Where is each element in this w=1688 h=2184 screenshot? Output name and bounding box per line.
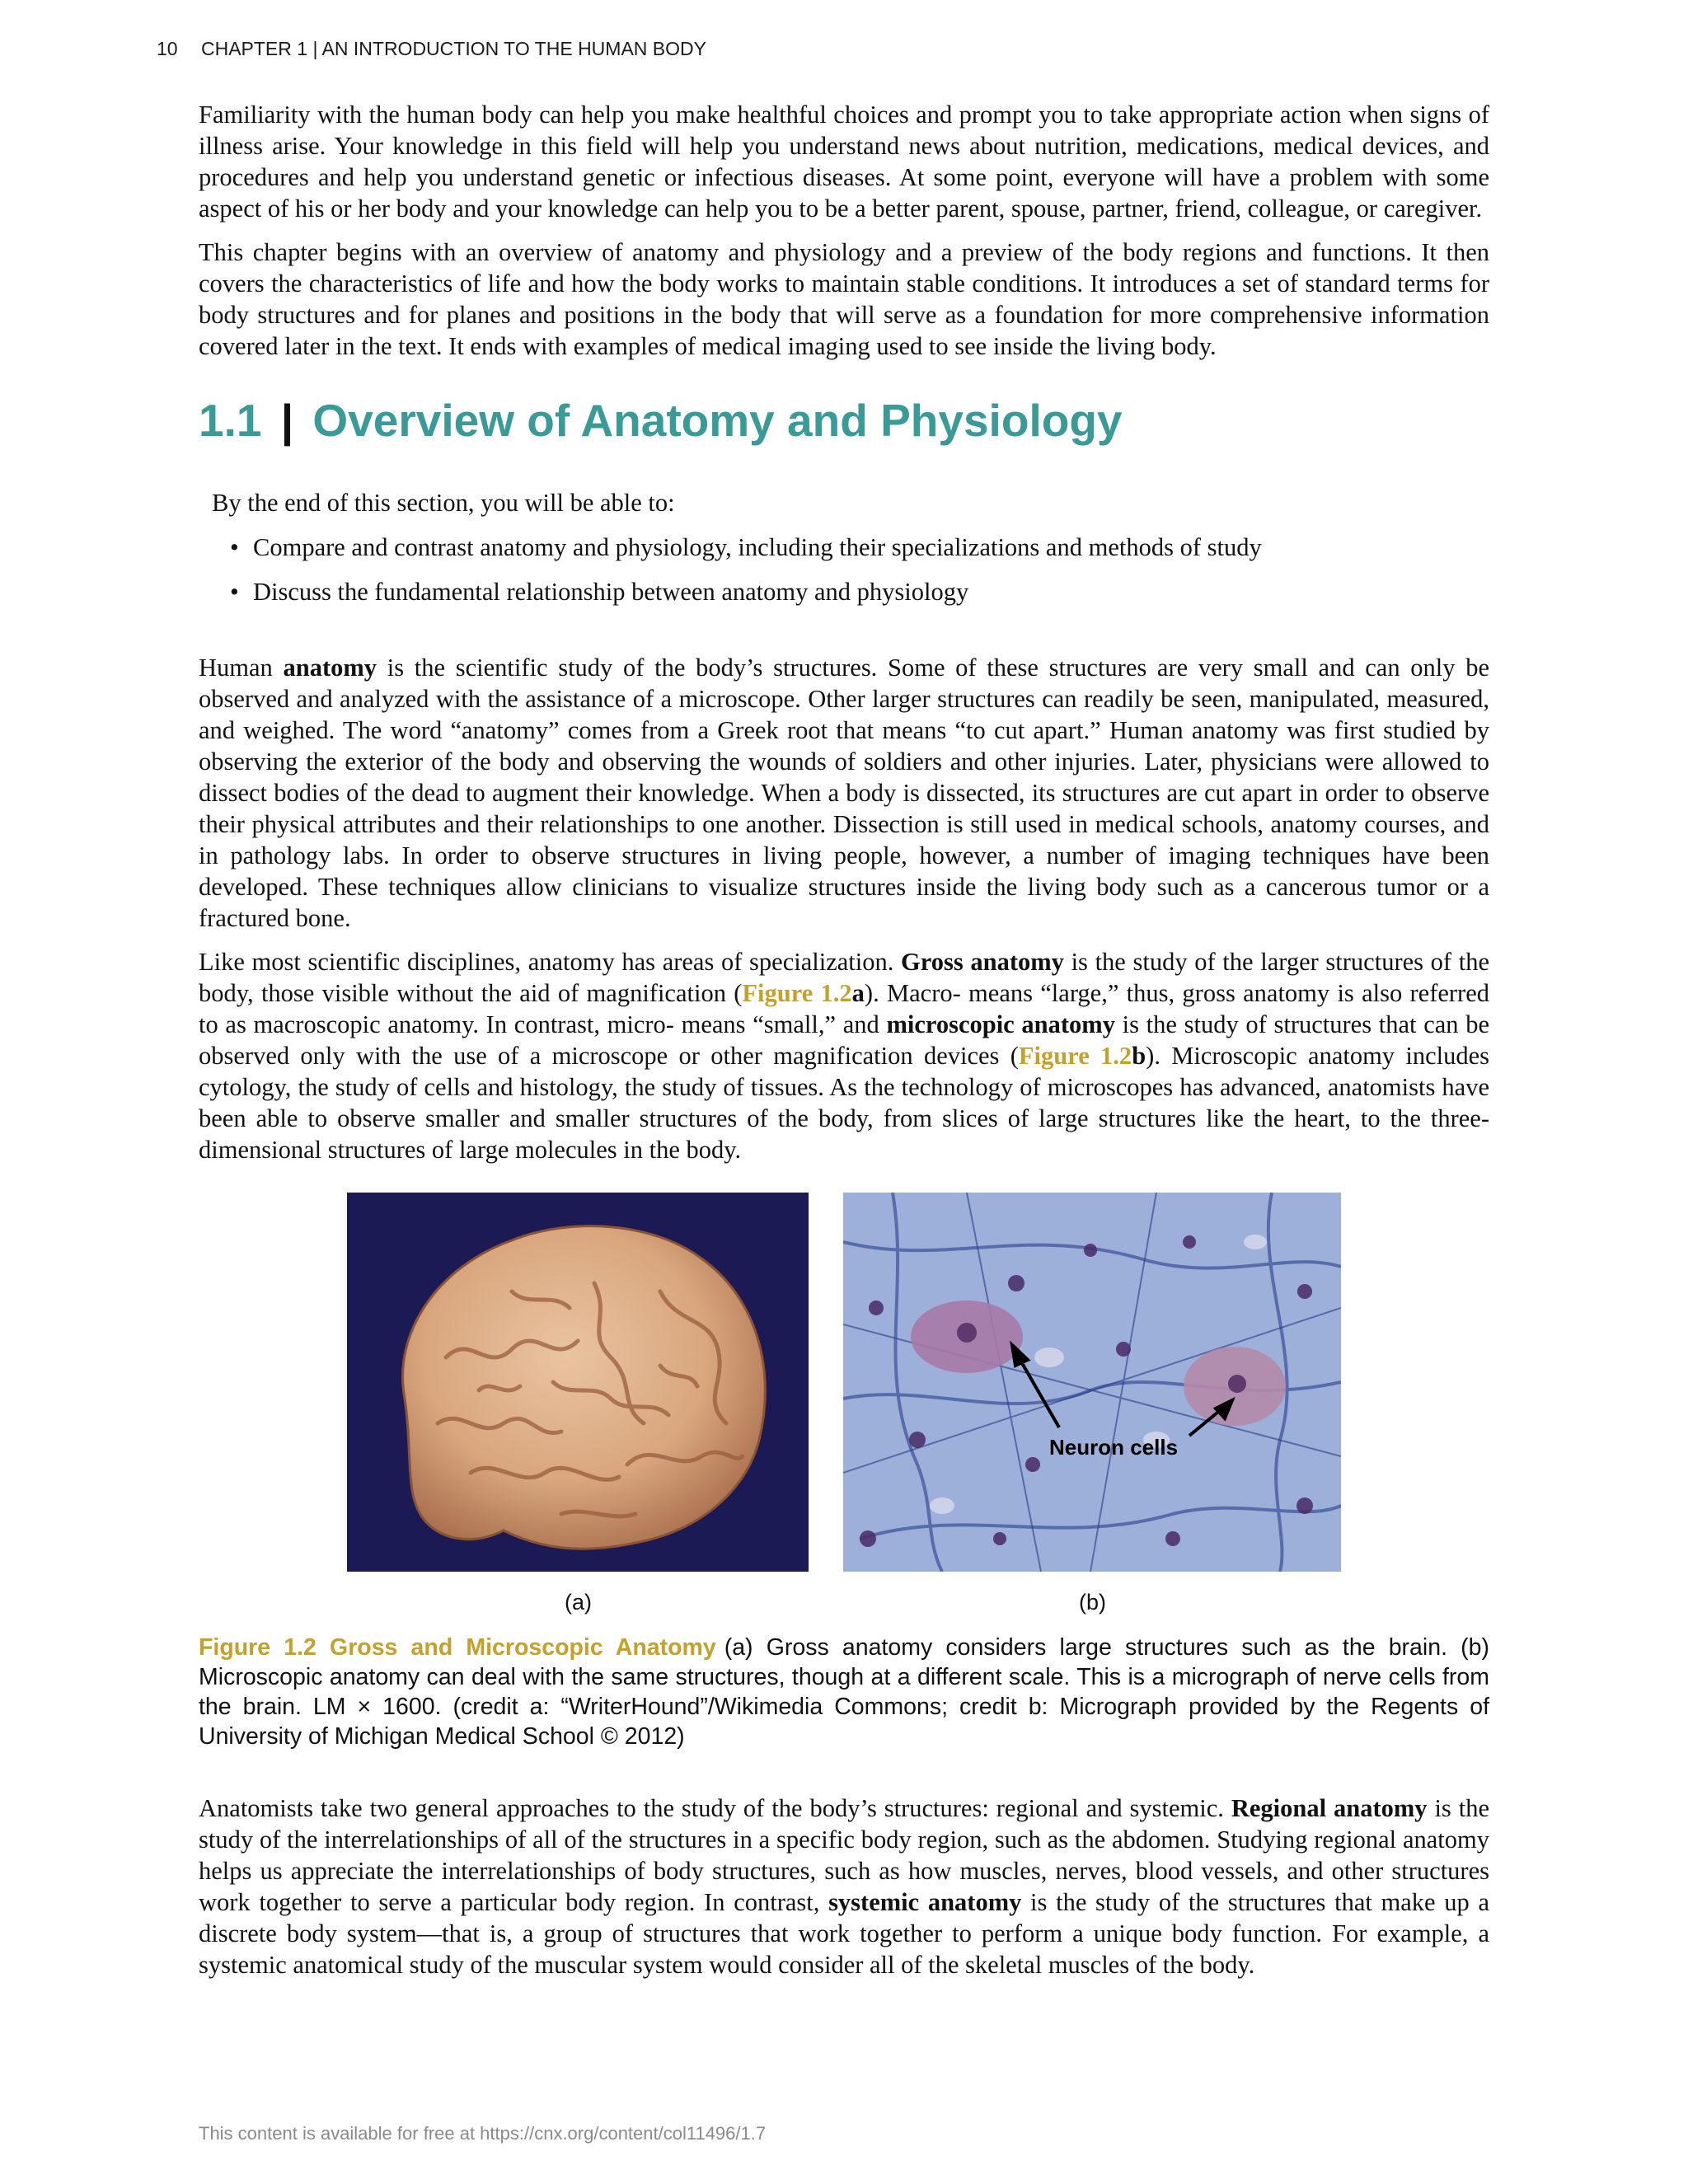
figure-1-2: [199, 1193, 1489, 1615]
figure-link-suffix: a: [851, 979, 865, 1007]
text-run: is the study of the larger structures of the body, those visible without the aid of magnification (: [199, 948, 1489, 1007]
page-content: [199, 99, 1489, 1993]
micrograph-icon: [843, 1193, 1341, 1572]
neuron-cells-label: Neuron cells: [1049, 1435, 1179, 1460]
text-run: is the study of structures that can be observed only with the use of a microscope or other magnification devices (: [199, 1010, 1489, 1070]
running-title: CHAPTER 1 | AN INTRODUCTION TO THE HUMAN BODY: [200, 38, 706, 59]
term-anatomy: anatomy: [283, 654, 377, 682]
learning-objectives: [212, 487, 1489, 607]
section-title: Overview of Anatomy and Physiology: [312, 395, 1123, 446]
objective-item: [212, 532, 1489, 563]
text-run: is the scientific study of the body’s structures. Some of these structures are very small and can only be observed and analyzed with the assistance of a microscope. Other larger structures can readily be seen, manipulated, measured, and weighed. The word “anatomy” comes from a Greek root that means “to cut apart.” Human anatomy was first studied by observing the exterior of the body and observing the wounds of soldiers and other injuries. Later, physicians were allowed to dissect bodies of the dead to augment their knowledge. When a body is dissected, its structures are cut apart in order to observe their physical attributes and their relationships to one another. Dissection is still used in medical schools, anatomy courses, and in pathology labs. In order to observe structures in living people, however, a number of imaging techniques have been developed. These techniques allow clinicians to visualize structures inside the living body such as a cancerous tumor or a fractured bone.: [199, 654, 1489, 932]
objectives-intro: By the end of this section, you will be able to:: [212, 489, 675, 517]
paragraph-gross-anatomy: [199, 946, 1489, 1165]
text-run: ). Microscopic anatomy includes cytology, the study of cells and histology, the study of tissues. As the technology of microscopes has advanced, anatomists have been able to observe smaller and smaller structures of the body, from slices of large structures like the heart, to the three-dimensional structures of large molecules in the body.: [199, 1042, 1490, 1164]
section-number: 1.1: [199, 395, 262, 446]
brain-illustration: [347, 1193, 809, 1572]
figure-link-suffix: b: [1132, 1042, 1146, 1070]
objectives-list: [212, 532, 1489, 607]
paragraph-anatomy: [199, 652, 1489, 934]
running-head: [157, 38, 706, 60]
objective-item: [212, 576, 1489, 607]
figure-link-1-2b[interactable]: Figure 1.2: [1018, 1042, 1132, 1070]
bullet-icon: •: [230, 578, 239, 606]
objective-text: Compare and contrast anatomy and physiology, including their specializations and methods of study: [253, 533, 1262, 561]
micrograph-illustration: [843, 1193, 1341, 1572]
section-heading: [199, 393, 1489, 448]
paragraph-regional-anatomy: [199, 1793, 1489, 1980]
brain-photo-icon: [347, 1193, 809, 1572]
bullet-icon: •: [230, 533, 239, 561]
term-gross-anatomy: Gross anatomy: [901, 948, 1064, 976]
figure-label-b: (b): [1079, 1590, 1106, 1615]
term-regional-anatomy: Regional anatomy: [1231, 1794, 1428, 1822]
section-separator: |: [280, 395, 294, 446]
figure-caption-title: Figure 1.2 Gross and Microscopic Anatomy: [199, 1634, 716, 1661]
figure-link-1-2a[interactable]: Figure 1.2: [742, 979, 852, 1007]
figure-caption: [199, 1633, 1489, 1751]
text-run: is the study of the interrelationships of all of the structures in a specific body region, such as the abdomen. Studying regional anatomy helps us appreciate the interrelationships of body structures, such as how muscles, nerves, blood vessels, and other structures work together to serve a particular body region. In contrast,: [199, 1794, 1489, 1916]
intro-paragraph-2: This chapter begins with an overview of anatomy and physiology and a preview of the body regions and functions. It then covers the characteristics of life and how the body works to maintain stable conditions. It introduces a set of standard terms for body structures and for planes and positions in the body that will serve as a foundation for more comprehensive information covered later in the text. It ends with examples of medical imaging used to see inside the living body.: [199, 238, 1489, 360]
figure-caption-text: (a) Gross anatomy considers large structures such as the brain. (b) Microscopic anatomy can deal with the same structures, though at a different scale. This is a micrograph of nerve cells from the brain. LM × 1600. (credit a: “WriterHound”/Wikimedia Commons; credit b: Micrograph provided by the Regents of University of Michigan Medical School © 2012): [199, 1634, 1489, 1750]
text-run: ). Macro- means “large,” thus, gross anatomy is also referred to as macroscopic anatomy. In contrast, micro- means “small,” and: [199, 979, 1489, 1038]
text-run: Anatomists take two general approaches to the study of the body’s structures: regional and systemic.: [199, 1794, 1231, 1822]
term-systemic-anatomy: systemic anatomy: [828, 1888, 1022, 1916]
intro-paragraph-1: Familiarity with the human body can help you make healthful choices and prompt you to take appropriate action when signs of illness arise. Your knowledge in this field will help you understand news about nutrition, medications, medical devices, and procedures and help you understand genetic or infectious diseases. At some point, everyone will have a problem with some aspect of his or her body and your knowledge can help you to be a better parent, spouse, partner, friend, colleague, or caregiver.: [199, 101, 1489, 223]
figure-label-a: (a): [565, 1590, 592, 1615]
text-run: Like most scientific disciplines, anatomy has areas of specialization.: [199, 948, 902, 976]
text-run: Human: [199, 654, 284, 682]
footer-license: This content is available for free at https://cnx.org/content/col11496/1.7: [199, 2123, 767, 2144]
page-number: 10: [157, 38, 178, 59]
objective-text: Discuss the fundamental relationship between anatomy and physiology: [253, 578, 969, 606]
term-microscopic-anatomy: microscopic anatomy: [886, 1010, 1115, 1038]
text-run: is the study of the structures that make up a discrete body system—that is, a group of structures that work together to perform a unique body function. For example, a systemic anatomical study of the muscular system would consider all of the skeletal muscles of the body.: [199, 1888, 1489, 1979]
